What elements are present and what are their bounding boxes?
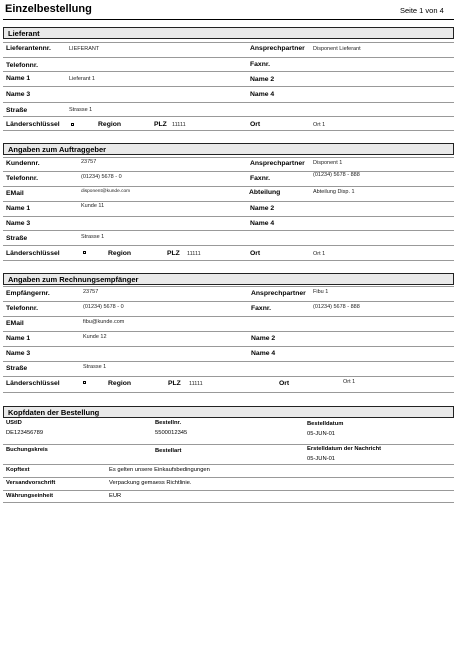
lieferant-header: Lieferant bbox=[3, 27, 454, 39]
name4-label: Name 4 bbox=[251, 350, 276, 357]
region-label: Region bbox=[98, 121, 122, 128]
abteilung-value: Abteilung Disp. 1 bbox=[313, 189, 355, 195]
ansprechpartner-label: Ansprechpartner bbox=[251, 290, 306, 297]
plz-value: 11111 bbox=[187, 251, 201, 257]
email-value: disponent@kunde.com bbox=[81, 189, 131, 194]
bestelldatum-value: 05-JUN-01 bbox=[307, 431, 336, 437]
ort-value: Ort 1 bbox=[313, 122, 326, 128]
kopfdaten-section bbox=[3, 406, 454, 503]
page-title: Einzelbestellung bbox=[5, 3, 92, 15]
telefonnr-value: (01234) 5678 - 0 bbox=[83, 304, 124, 310]
bestellart-label: Bestellart bbox=[155, 448, 182, 454]
kopfdaten-header: Kopfdaten der Bestellung bbox=[3, 406, 454, 418]
bestellnr-label: Bestellnr. bbox=[155, 420, 182, 426]
ort-label: Ort bbox=[279, 380, 290, 387]
strasse-value: Strasse 1 bbox=[83, 364, 107, 370]
telefonnr-label: Telefonnr. bbox=[6, 62, 38, 69]
faxnr-label: Faxnr. bbox=[251, 305, 272, 312]
email-label: EMail bbox=[6, 320, 24, 327]
email-value: fibu@kunde.com bbox=[83, 319, 125, 325]
plz-value: 11111 bbox=[172, 122, 186, 128]
faxnr-value: (01234) 5678 - 888 bbox=[313, 304, 360, 310]
lieferantennr-label: Lieferantennr. bbox=[6, 45, 51, 52]
plz-label: PLZ bbox=[168, 380, 181, 387]
lieferant-section bbox=[3, 27, 454, 131]
name3-label: Name 3 bbox=[6, 350, 31, 357]
ansprechpartner-value: Disponent 1 bbox=[313, 160, 343, 166]
strasse-value: Strasse 1 bbox=[81, 234, 105, 240]
plz-label: PLZ bbox=[154, 121, 167, 128]
erstelldatum-value: 05-JUN-01 bbox=[307, 456, 336, 462]
rechnungsempfaenger-section bbox=[3, 273, 454, 395]
laenderschluessel-checkbox bbox=[83, 381, 86, 384]
empfaengernr-label: Empfängernr. bbox=[6, 290, 50, 297]
abteilung-label: Abteilung bbox=[249, 189, 281, 196]
kopftext-value: Es gelten unsere Einkaufsbedingungen bbox=[109, 467, 210, 473]
bestelldatum-label: Bestelldatum bbox=[307, 421, 344, 427]
empfaengernr-value: 23757 bbox=[83, 289, 99, 295]
laenderschluessel-checkbox bbox=[83, 251, 86, 254]
laenderschluessel-checkbox bbox=[71, 123, 74, 126]
kopftext-label: Kopftext bbox=[6, 467, 30, 473]
ansprechpartner-value: Fibu 1 bbox=[313, 289, 329, 295]
bestellnr-value: 5500012345 bbox=[155, 430, 188, 436]
kundennr-label: Kundennr. bbox=[6, 160, 40, 167]
kundennr-value: 23757 bbox=[81, 159, 97, 165]
name1-label: Name 1 bbox=[6, 205, 31, 212]
name2-label: Name 2 bbox=[251, 335, 276, 342]
ort-value: Ort 1 bbox=[313, 251, 326, 257]
waehrungseinheit-value: EUR bbox=[109, 493, 122, 499]
ansprechpartner-label: Ansprechpartner bbox=[250, 160, 305, 167]
telefonnr-label: Telefonnr. bbox=[6, 305, 38, 312]
ustid-value: DE123456789 bbox=[6, 430, 44, 436]
ort-label: Ort bbox=[250, 121, 261, 128]
faxnr-label: Faxnr. bbox=[250, 61, 271, 68]
versandvorschrift-value: Verpackung gemaess Richtlinie. bbox=[109, 480, 192, 486]
name1-value: Kunde 12 bbox=[83, 334, 107, 340]
name2-label: Name 2 bbox=[250, 205, 275, 212]
buchungskreis-label: Buchungskreis bbox=[6, 447, 48, 453]
ansprechpartner-label: Ansprechpartner bbox=[250, 45, 305, 52]
name1-value: Lieferant 1 bbox=[69, 76, 95, 82]
name3-label: Name 3 bbox=[6, 91, 31, 98]
ustid-label: UStID bbox=[6, 420, 22, 426]
name1-label: Name 1 bbox=[6, 335, 31, 342]
ort-value: Ort 1 bbox=[343, 379, 356, 385]
laenderschluessel-label: Länderschlüssel bbox=[6, 121, 60, 128]
name1-label: Name 1 bbox=[6, 75, 31, 82]
strasse-label: Straße bbox=[6, 235, 28, 242]
telefonnr-value: (01234) 5678 - 0 bbox=[81, 174, 122, 180]
versandvorschrift-label: Versandvorschrift bbox=[6, 480, 56, 486]
name4-label: Name 4 bbox=[250, 220, 275, 227]
strasse-label: Straße bbox=[6, 365, 28, 372]
plz-label: PLZ bbox=[167, 250, 180, 257]
faxnr-value: (01234) 5678 - 888 bbox=[313, 172, 360, 178]
name1-value: Kunde 11 bbox=[81, 203, 105, 209]
strasse-label: Straße bbox=[6, 107, 28, 114]
strasse-value: Strasse 1 bbox=[69, 107, 93, 113]
ansprechpartner-value: Disponent Lieferant bbox=[313, 46, 361, 52]
erstelldatum-label: Erstelldatum der Nachricht bbox=[307, 446, 382, 452]
page-number: Seite 1 von 4 bbox=[400, 6, 444, 15]
ort-label: Ort bbox=[250, 250, 261, 257]
rechnungsempfaenger-header: Angaben zum Rechnungsempfänger bbox=[3, 273, 454, 285]
plz-value: 11111 bbox=[189, 381, 203, 387]
name4-label: Name 4 bbox=[250, 91, 275, 98]
email-label: EMail bbox=[6, 190, 24, 197]
faxnr-label: Faxnr. bbox=[250, 175, 271, 182]
region-label: Region bbox=[108, 380, 132, 387]
laenderschluessel-label: Länderschlüssel bbox=[6, 380, 60, 387]
header-divider bbox=[3, 19, 454, 20]
auftraggeber-header: Angaben zum Auftraggeber bbox=[3, 143, 454, 155]
name3-label: Name 3 bbox=[6, 220, 31, 227]
region-label: Region bbox=[108, 250, 132, 257]
telefonnr-label: Telefonnr. bbox=[6, 175, 38, 182]
auftraggeber-section bbox=[3, 143, 454, 261]
waehrungseinheit-label: Währungseinheit bbox=[6, 493, 54, 499]
lieferantennr-value: LIEFERANT bbox=[69, 46, 100, 52]
laenderschluessel-label: Länderschlüssel bbox=[6, 250, 60, 257]
name2-label: Name 2 bbox=[250, 76, 275, 83]
